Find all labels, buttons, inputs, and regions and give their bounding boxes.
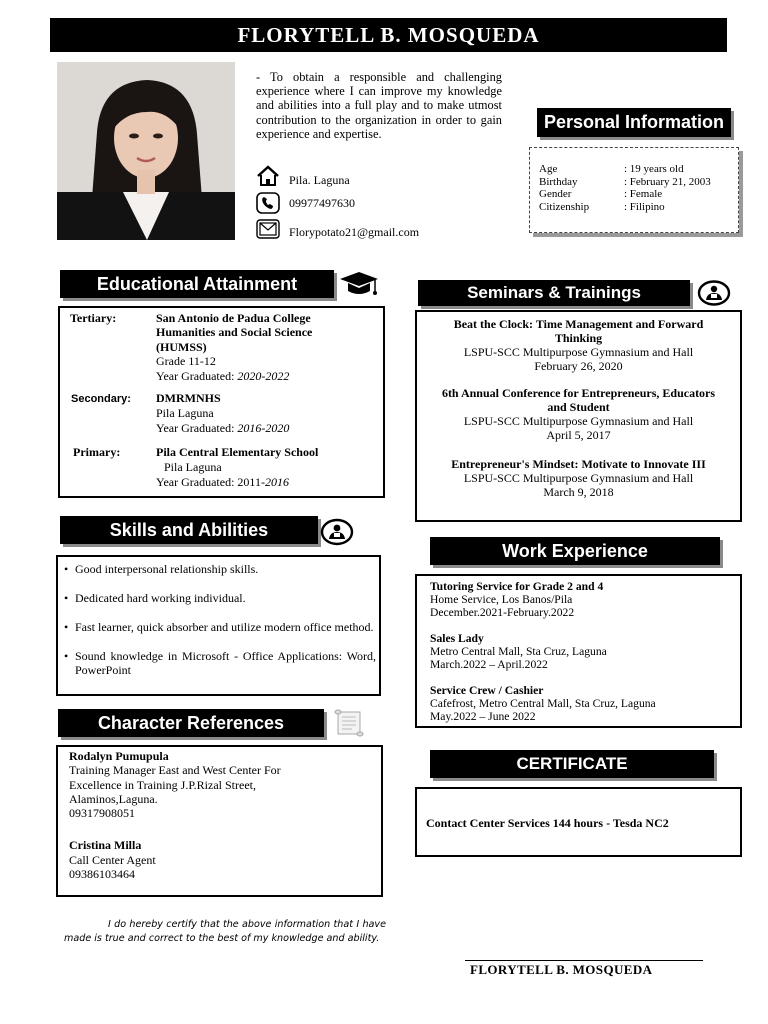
certificate-box xyxy=(415,787,742,857)
home-icon xyxy=(255,164,281,188)
seminar-item-3: Entrepreneur's Mindset: Motivate to Innovate III LSPU-SCC Multipurpose Gymnasium and Hall March 9, 2018 xyxy=(451,457,706,499)
work-item-3: Service Crew / Cashier Cafefrost, Metro Central Mall, Sta Cruz, Laguna May.2022 – June 2022 xyxy=(430,684,656,723)
contact-email xyxy=(255,217,419,241)
graduation-cap-icon xyxy=(338,270,380,304)
skills-abilities-heading: Skills and Abilities xyxy=(60,516,318,544)
certificate-heading: CERTIFICATE xyxy=(430,750,714,778)
scroll-icon xyxy=(332,708,366,742)
person-circle-icon xyxy=(697,280,731,310)
secondary-label: Secondary: xyxy=(71,393,131,405)
education-box xyxy=(58,306,385,498)
profile-photo xyxy=(57,62,235,240)
reference-item-2: Cristina Milla Call Center Agent 09386103464 xyxy=(69,838,156,881)
work-item-2: Sales Lady Metro Central Mall, Sta Cruz, Laguna March.2022 – April.2022 xyxy=(430,632,607,671)
signature-line xyxy=(465,960,703,961)
primary-label: Primary: xyxy=(73,445,121,459)
primary-details: Pila Central Elementary School Pila Laguna Year Graduated: 2011-2016 xyxy=(156,445,319,489)
phone-icon xyxy=(255,191,281,215)
references-box xyxy=(56,745,383,897)
reference-item-1: Rodalyn Pumupula Training Manager East and West Center For Excellence in Training J.P.Rizal Street, Alaminos,Laguna. 09317908051 xyxy=(69,749,281,821)
resume-name-header: FLORYTELL B. MOSQUEDA xyxy=(50,18,727,52)
certificate-text: Contact Center Services 144 hours - Tesda NC2 xyxy=(426,816,669,830)
seminars-box xyxy=(415,310,742,522)
pi-row-birthday: Birthday : February 21, 2003 xyxy=(539,175,711,188)
character-references-heading: Character References xyxy=(58,709,324,737)
objective-text: - To obtain a responsible and challenging experience where I can improve my knowledge and abilities into a full play and to make utmost contribution to the organization in order to gain experience and expertise. xyxy=(256,70,502,141)
mail-icon xyxy=(255,217,281,241)
skill-item: • Dedicated hard working individual. xyxy=(62,591,376,605)
skill-item: • Good interpersonal relationship skills. xyxy=(62,562,376,576)
contact-phone xyxy=(255,191,355,215)
tertiary-details: San Antonio de Padua College Humanities and Social Science (HUMSS) Grade 11-12 Year Graduated: 2020-2022 xyxy=(156,311,313,383)
phone-text[interactable]: 09977497630 xyxy=(289,195,355,210)
educational-attainment-heading: Educational Attainment xyxy=(60,270,334,298)
certification-statement: I do hereby certify that the above information that I have made is true and correct to the best of my knowledge and ability. xyxy=(64,919,386,944)
personal-information-box xyxy=(529,147,739,233)
seminar-item-1: Beat the Clock: Time Management and Forward Thinking LSPU-SCC Multipurpose Gymnasium and Hall February 26, 2020 xyxy=(453,317,704,373)
seminar-item-2: 6th Annual Conference for Entrepreneurs, Educators and Student LSPU-SCC Multipurpose Gymnasium and Hall April 5, 2017 xyxy=(441,386,716,442)
pi-row-age: Age : 19 years old xyxy=(539,163,684,175)
pi-row-gender: Gender : Female xyxy=(539,188,663,201)
person-circle-icon xyxy=(320,518,354,550)
skill-item: • Sound knowledge in Microsoft - Office Applications: Word, PowerPoint xyxy=(62,649,376,677)
contact-address xyxy=(255,164,350,188)
work-item-1: Tutoring Service for Grade 2 and 4 Home Service, Los Banos/Pila December.2021-February.2022 xyxy=(430,580,604,619)
work-experience-heading: Work Experience xyxy=(430,537,720,565)
address-text: Pila. Laguna xyxy=(289,172,350,187)
email-text[interactable]: Florypotato21@gmail.com xyxy=(289,224,420,239)
pi-row-citizenship: Citizenship : Filipino xyxy=(539,200,665,213)
signature-name: FLORYTELL B. MOSQUEDA xyxy=(470,962,653,977)
secondary-details: DMRMNHS Pila Laguna Year Graduated: 2016-2020 xyxy=(156,391,290,435)
seminars-trainings-heading: Seminars & Trainings xyxy=(418,280,690,306)
personal-information-heading: Personal Information xyxy=(537,108,731,137)
work-experience-box xyxy=(415,574,742,728)
skills-box xyxy=(56,555,381,696)
tertiary-label: Tertiary: xyxy=(70,311,117,325)
skill-item: • Fast learner, quick absorber and utilize modern office method. xyxy=(62,620,376,634)
